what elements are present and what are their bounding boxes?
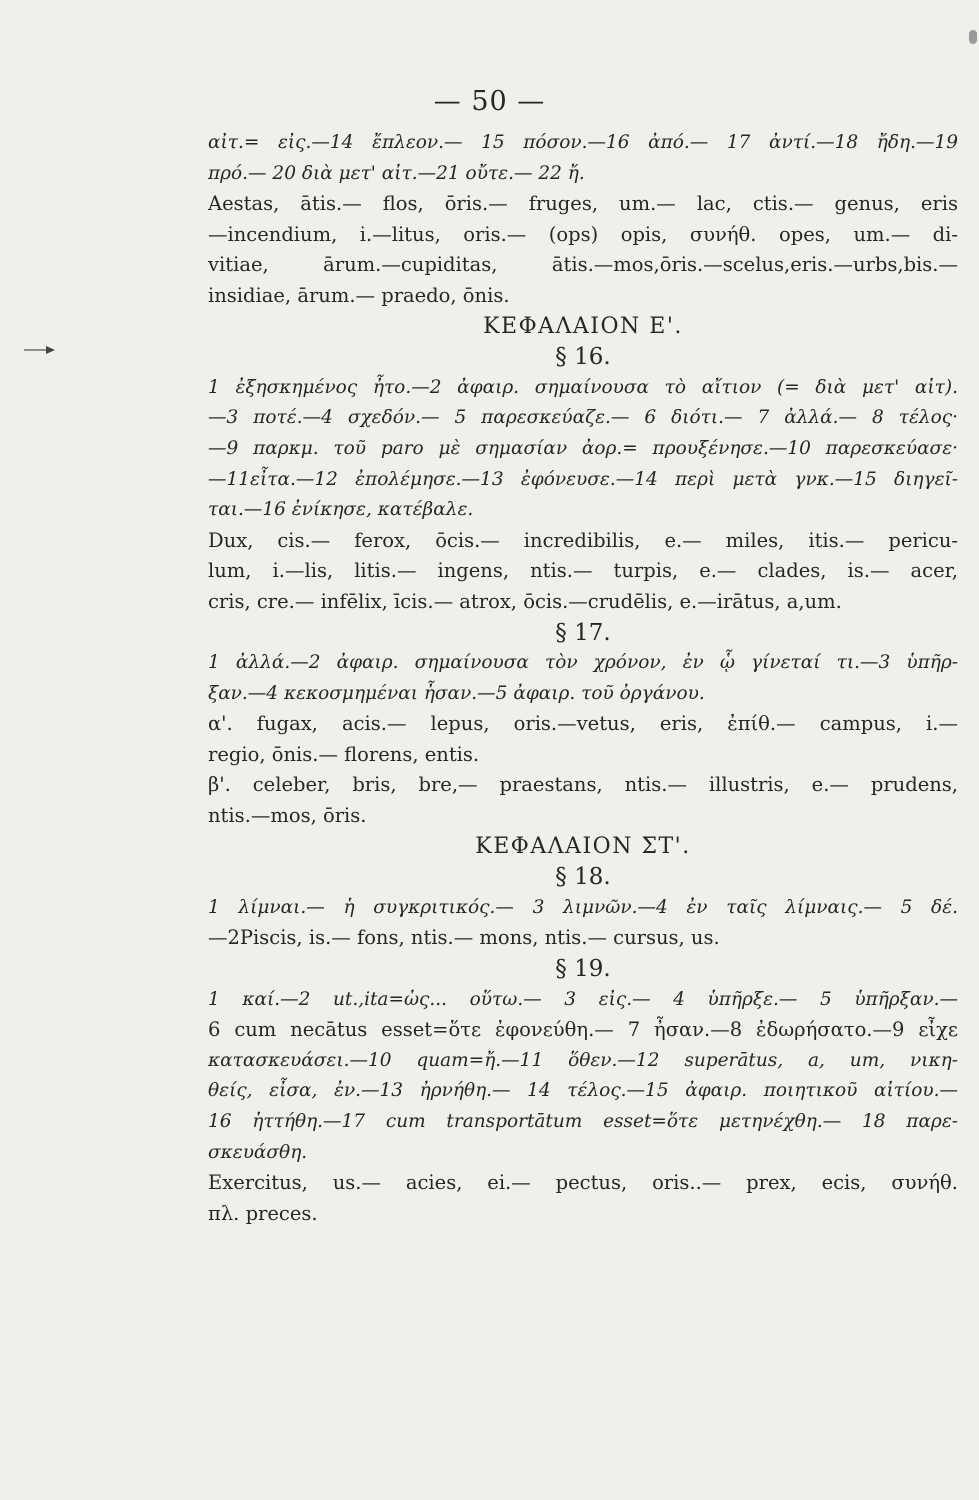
text-line: αἰτ.= εἰς.—14 ἔπλεον.— 15 πόσον.—16 ἀπό.— 17 ἀντί.—18 ἤδη.—19 bbox=[208, 132, 958, 153]
text-line: πλ. preces. bbox=[208, 1201, 318, 1225]
text-line: σκευάσθη. bbox=[208, 1141, 308, 1163]
text-line: —9 παρκμ. τοῦ paro μὲ σημασίαν ἀορ.= προυξένησε.—10 παρεσκεύασε· bbox=[208, 437, 958, 459]
chapter-heading: ΚΕΦΑΛΑΙΟΝ ΣΤ'. bbox=[475, 833, 691, 859]
text-line: 6 cum necātus esset=ὅτε ἐφονεύθη.— 7 ἦσαν.—8 ἐδωρήσατο.—9 εἶχε bbox=[208, 1018, 958, 1042]
text-line: lum, i.—lis, litis.— ingens, ntis.— turpis, e.— clades, is.— acer, bbox=[208, 559, 958, 583]
page-text-body bbox=[208, 128, 958, 1229]
text-line: Aestas, ātis.— flos, ōris.— fruges, um.— lac, ctis.— genus, eris bbox=[208, 192, 958, 216]
text-line: —2Piscis, is.— fons, ntis.— mons, ntis.— cursus, us. bbox=[208, 926, 720, 950]
section-heading: § 18. bbox=[555, 864, 611, 891]
text-line: πρό.— 20 διὰ μετ' αἰτ.—21 οὔτε.— 22 ἤ. bbox=[208, 162, 585, 184]
text-line: 16 ἡττήθη.—17 cum transportātum esset=ὅτε μετηνέχθη.— 18 παρε- bbox=[208, 1111, 958, 1132]
text-line: 1 λίμναι.— ἡ συγκριτικός.— 3 λιμνῶν.—4 ἐν ταῖς λίμναις.— 5 δέ. bbox=[208, 896, 958, 918]
text-line: ξαν.—4 κεκοσμημέναι ἦσαν.—5 ἀφαιρ. τοῦ ὀργάνου. bbox=[208, 682, 705, 704]
section-heading: § 19. bbox=[555, 956, 611, 983]
text-line: β'. celeber, bris, bre,— praestans, ntis.— illustris, e.— prudens, bbox=[208, 773, 958, 797]
text-line: 1 ἀλλά.—2 ἀφαιρ. σημαίνουσα τὸν χρόνον, ἐν ᾧ γίνεταί τι.—3 ὑπῆρ- bbox=[208, 652, 958, 674]
page-number: — 50 — bbox=[433, 86, 546, 117]
chapter-heading: ΚΕΦΑΛΑΙΟΝ Ε'. bbox=[483, 313, 683, 339]
text-line: Exercitus, us.— acies, ei.— pectus, oris..— prex, ecis, συνήθ. bbox=[208, 1171, 958, 1195]
text-line: vitiae, ārum.—cupiditas, ātis.—mos,ōris.—scelus,eris.—urbs,bis.— bbox=[208, 253, 958, 277]
section-heading: § 17. bbox=[555, 619, 611, 646]
text-line: Dux, cis.— ferox, ōcis.— incredibilis, e.— miles, itis.— pericu- bbox=[208, 528, 958, 552]
text-line: κατασκευάσει.—10 quam=ἤ.—11 ὅθεν.—12 superātus, a, um, νικη- bbox=[208, 1049, 958, 1071]
text-line: θείς, εἶσα, ἐν.—13 ἠρνήθη.— 14 τέλος.—15 ἀφαιρ. ποιητικοῦ αἰτίου.— bbox=[208, 1080, 958, 1102]
text-line: —11εἶτα.—12 ἐπολέμησε.—13 ἐφόνευσε.—14 περὶ μετὰ γνκ.—15 διηγεῖ- bbox=[208, 468, 958, 490]
section-heading: § 16. bbox=[555, 344, 611, 371]
text-line: 1 ἐξησκημένος ἦτο.—2 ἀφαιρ. σημαίνουσα τὸ αἴτιον (= διὰ μετ' αἰτ). bbox=[208, 376, 958, 398]
text-line: cris, cre.— infēlix, īcis.— atrox, ōcis.—crudēlis, e.—irātus, a,um. bbox=[208, 589, 842, 613]
text-line: α'. fugax, acis.— lepus, oris.—vetus, eris, ἐπίθ.— campus, i.— bbox=[208, 712, 958, 736]
text-line: regio, ōnis.— florens, entis. bbox=[208, 742, 480, 766]
text-line: insidiae, ārum.— praedo, ōnis. bbox=[208, 283, 510, 307]
text-line: 1 καί.—2 ut.,ita=ὡς... οὕτω.— 3 εἰς.— 4 ὑπῆρξε.— 5 ὑπῆρξαν.— bbox=[208, 988, 958, 1010]
text-line: ntis.—mos, ōris. bbox=[208, 804, 367, 828]
text-line: —incendium, i.—litus, oris.— (ops) opis, συνήθ. opes, um.— di- bbox=[208, 222, 958, 246]
page-corner-mark bbox=[969, 30, 977, 44]
margin-arrow-mark bbox=[24, 345, 56, 355]
text-line: —3 ποτέ.—4 σχεδόν.— 5 παρεσκεύαζε.— 6 διότι.— 7 ἀλλά.— 8 τέλος· bbox=[208, 407, 958, 429]
text-line: ται.—16 ἐνίκησε, κατέβαλε. bbox=[208, 499, 474, 521]
